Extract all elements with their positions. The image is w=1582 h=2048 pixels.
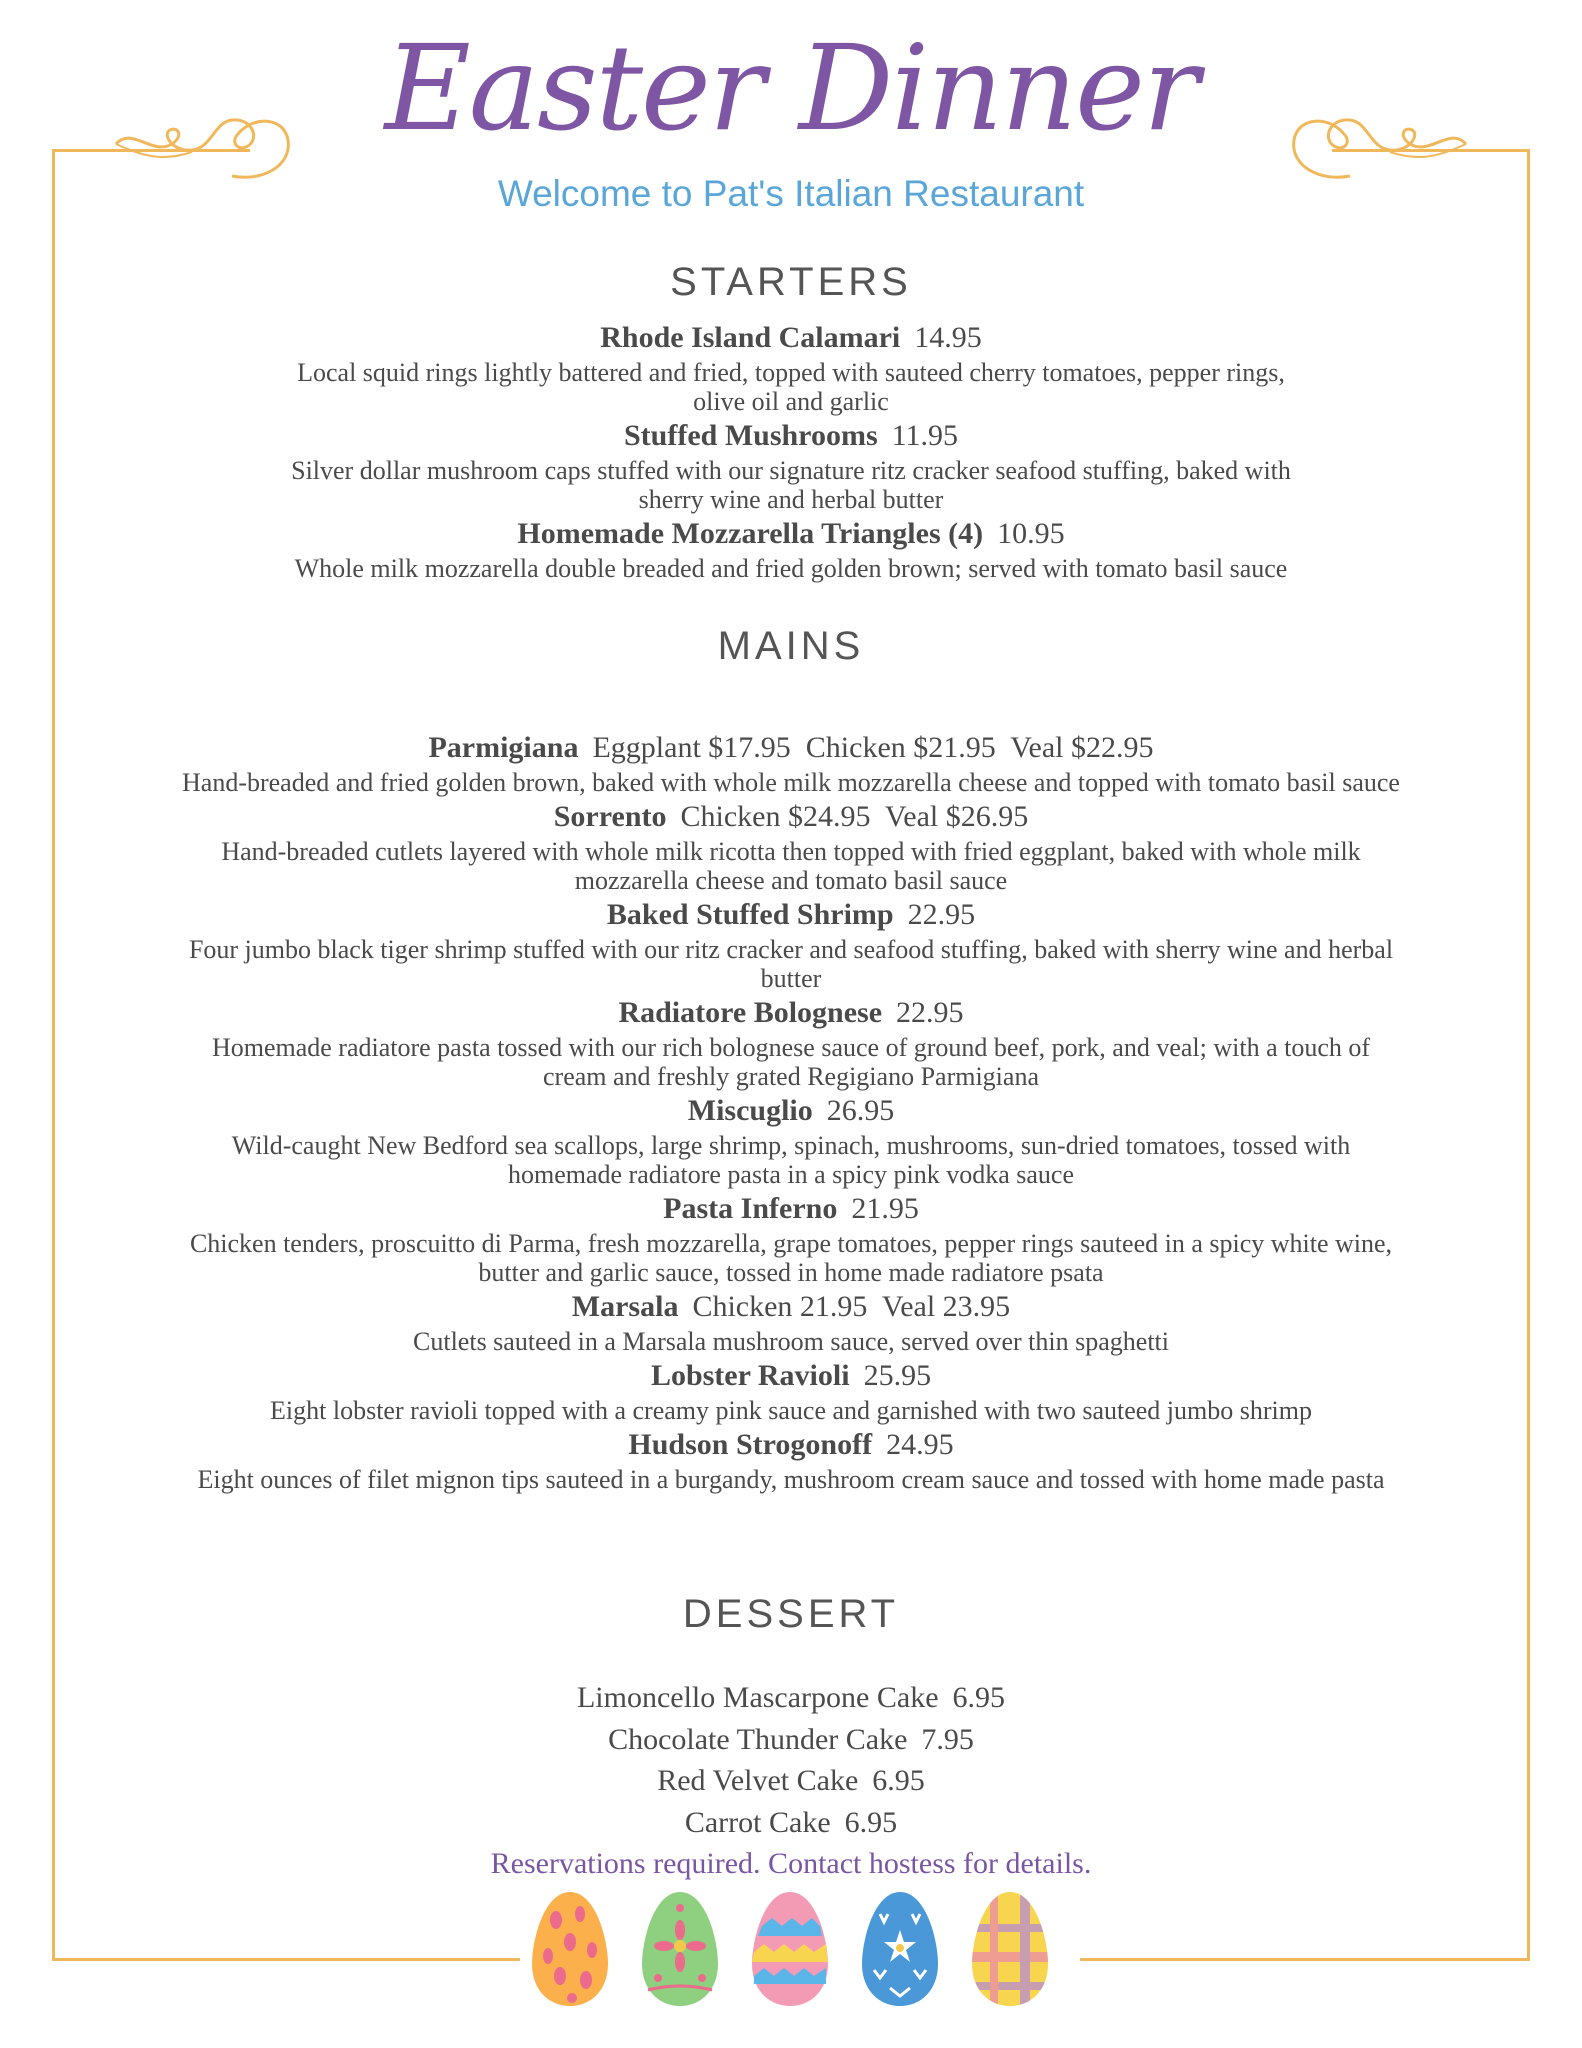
item-name: Parmigiana	[428, 731, 579, 764]
item-name: Sorrento	[553, 800, 667, 833]
item-price: 7.95	[921, 1722, 974, 1756]
easter-eggs	[0, 1890, 1582, 2010]
item-description: Eight lobster ravioli topped with a creamy pink sauce and garnished with two sauteed jumbo shrimp	[270, 1396, 1312, 1425]
dessert-item	[0, 1802, 1582, 1844]
item-description: homemade radiatore pasta in a spicy pink vodka sauce	[507, 1160, 1075, 1189]
menu-item	[60, 1356, 1522, 1425]
item-description: Hand-breaded and fried golden brown, baked with whole milk mozzarella cheese and topped with tomato basil sauce	[182, 768, 1400, 797]
item-price: 24.95	[886, 1428, 954, 1461]
item-price: 6.95	[872, 1764, 925, 1797]
starters-heading: STARTERS	[670, 260, 912, 304]
item-name: Red Velvet Cake	[657, 1764, 859, 1797]
item-name: Baked Stuffed Shrimp	[606, 898, 894, 931]
dessert-heading: DESSERT	[682, 1592, 900, 1636]
starters-list	[60, 318, 1522, 583]
item-name: Pasta Inferno	[663, 1192, 838, 1225]
dessert-item	[0, 1677, 1582, 1719]
item-price: 14.95	[914, 321, 982, 354]
item-price: 26.95	[826, 1094, 895, 1127]
menu-item	[60, 728, 1522, 797]
menu-item	[60, 514, 1522, 583]
item-description: Silver dollar mushroom caps stuffed with our signature ritz cracker seafood stuffing, baked with	[291, 456, 1291, 485]
item-name: Limoncello Mascarpone Cake	[576, 1681, 939, 1714]
mains-heading: MAINS	[717, 624, 865, 668]
item-description: Whole milk mozzarella double breaded and fried golden brown; served with tomato basil sauce	[294, 554, 1288, 583]
menu-item	[60, 797, 1522, 895]
item-name: Chocolate Thunder Cake	[608, 1722, 908, 1756]
item-description: Four jumbo black tiger shrimp stuffed with our ritz cracker and seafood stuffing, baked with sherry wine and herbal	[188, 935, 1394, 964]
easter-egg-orange-icon	[530, 1890, 610, 2008]
item-price: 22.95	[907, 898, 976, 931]
item-description: Hand-breaded cutlets layered with whole milk ricotta then topped with fried eggplant, baked with whole milk	[221, 837, 1361, 866]
item-name: Rhode Island Calamari	[600, 321, 901, 354]
easter-egg-pink-icon	[750, 1890, 830, 2008]
item-price: Eggplant $17.95 Chicken $21.95 Veal $22.95	[592, 731, 1154, 764]
reservation-note: Reservations required. Contact hostess for details.	[490, 1847, 1092, 1880]
easter-egg-blue-icon	[860, 1890, 940, 2008]
item-description: butter	[760, 964, 822, 993]
menu-item	[60, 416, 1522, 514]
menu-item	[60, 1425, 1522, 1494]
menu-item	[60, 318, 1522, 416]
item-description: Local squid rings lightly battered and fried, topped with sauteed cherry tomatoes, pepper rings,	[297, 358, 1285, 387]
page-subtitle: Welcome to Pat's Italian Restaurant	[497, 173, 1085, 214]
item-price: Chicken $24.95 Veal $26.95	[680, 800, 1029, 833]
item-name: Radiatore Bolognese	[618, 996, 883, 1029]
item-price: 6.95	[952, 1681, 1006, 1714]
easter-egg-green-icon	[640, 1890, 720, 2008]
page-title: Easter Dinner	[384, 19, 1198, 157]
dessert-list	[0, 1677, 1582, 1843]
item-description: mozzarella cheese and tomato basil sauce	[574, 866, 1008, 895]
item-price: 6.95	[844, 1805, 898, 1839]
item-description: Wild-caught New Bedford sea scallops, large shrimp, spinach, mushrooms, sun-dried tomatoes, tossed with	[231, 1131, 1351, 1160]
item-price: Chicken 21.95 Veal 23.95	[692, 1290, 1011, 1323]
item-description: Eight ounces of filet mignon tips sauteed in a burgandy, mushroom cream sauce and tossed with home made pasta	[197, 1465, 1385, 1494]
item-name: Marsala	[571, 1290, 679, 1323]
item-price: 22.95	[896, 996, 964, 1029]
menu-item	[60, 1189, 1522, 1287]
dessert-item	[0, 1760, 1582, 1802]
item-price: 11.95	[891, 419, 959, 452]
item-description: cream and freshly grated Regigiano Parmigiana	[543, 1062, 1039, 1091]
item-name: Homemade Mozzarella Triangles (4)	[517, 517, 984, 550]
item-price: 21.95	[851, 1192, 919, 1225]
item-description: Cutlets sauteed in a Marsala mushroom sauce, served over thin spaghetti	[413, 1327, 1169, 1356]
item-price: 25.95	[863, 1359, 932, 1392]
mains-list	[60, 728, 1522, 1494]
item-description: sherry wine and herbal butter	[638, 485, 944, 514]
menu-item	[60, 1091, 1522, 1189]
dessert-item	[0, 1719, 1582, 1761]
easter-egg-yellow-icon	[970, 1890, 1050, 2008]
item-description: Chicken tenders, proscuitto di Parma, fresh mozzarella, grape tomatoes, pepper rings sauteed in a spicy white wine,	[189, 1229, 1393, 1258]
item-name: Hudson Strogonoff	[628, 1428, 873, 1461]
menu-item	[60, 895, 1522, 993]
menu-item	[60, 1287, 1522, 1356]
menu-item	[60, 993, 1522, 1091]
item-description: butter and garlic sauce, tossed in home made radiatore psata	[478, 1258, 1104, 1287]
item-name: Miscuglio	[687, 1094, 813, 1127]
item-price: 10.95	[997, 517, 1065, 550]
item-description: Homemade radiatore pasta tossed with our rich bolognese sauce of ground beef, pork, and veal; with a touch of	[211, 1033, 1371, 1062]
item-name: Lobster Ravioli	[650, 1359, 850, 1392]
item-description: olive oil and garlic	[693, 387, 889, 416]
item-name: Carrot Cake	[684, 1805, 831, 1839]
item-name: Stuffed Mushrooms	[623, 419, 878, 452]
